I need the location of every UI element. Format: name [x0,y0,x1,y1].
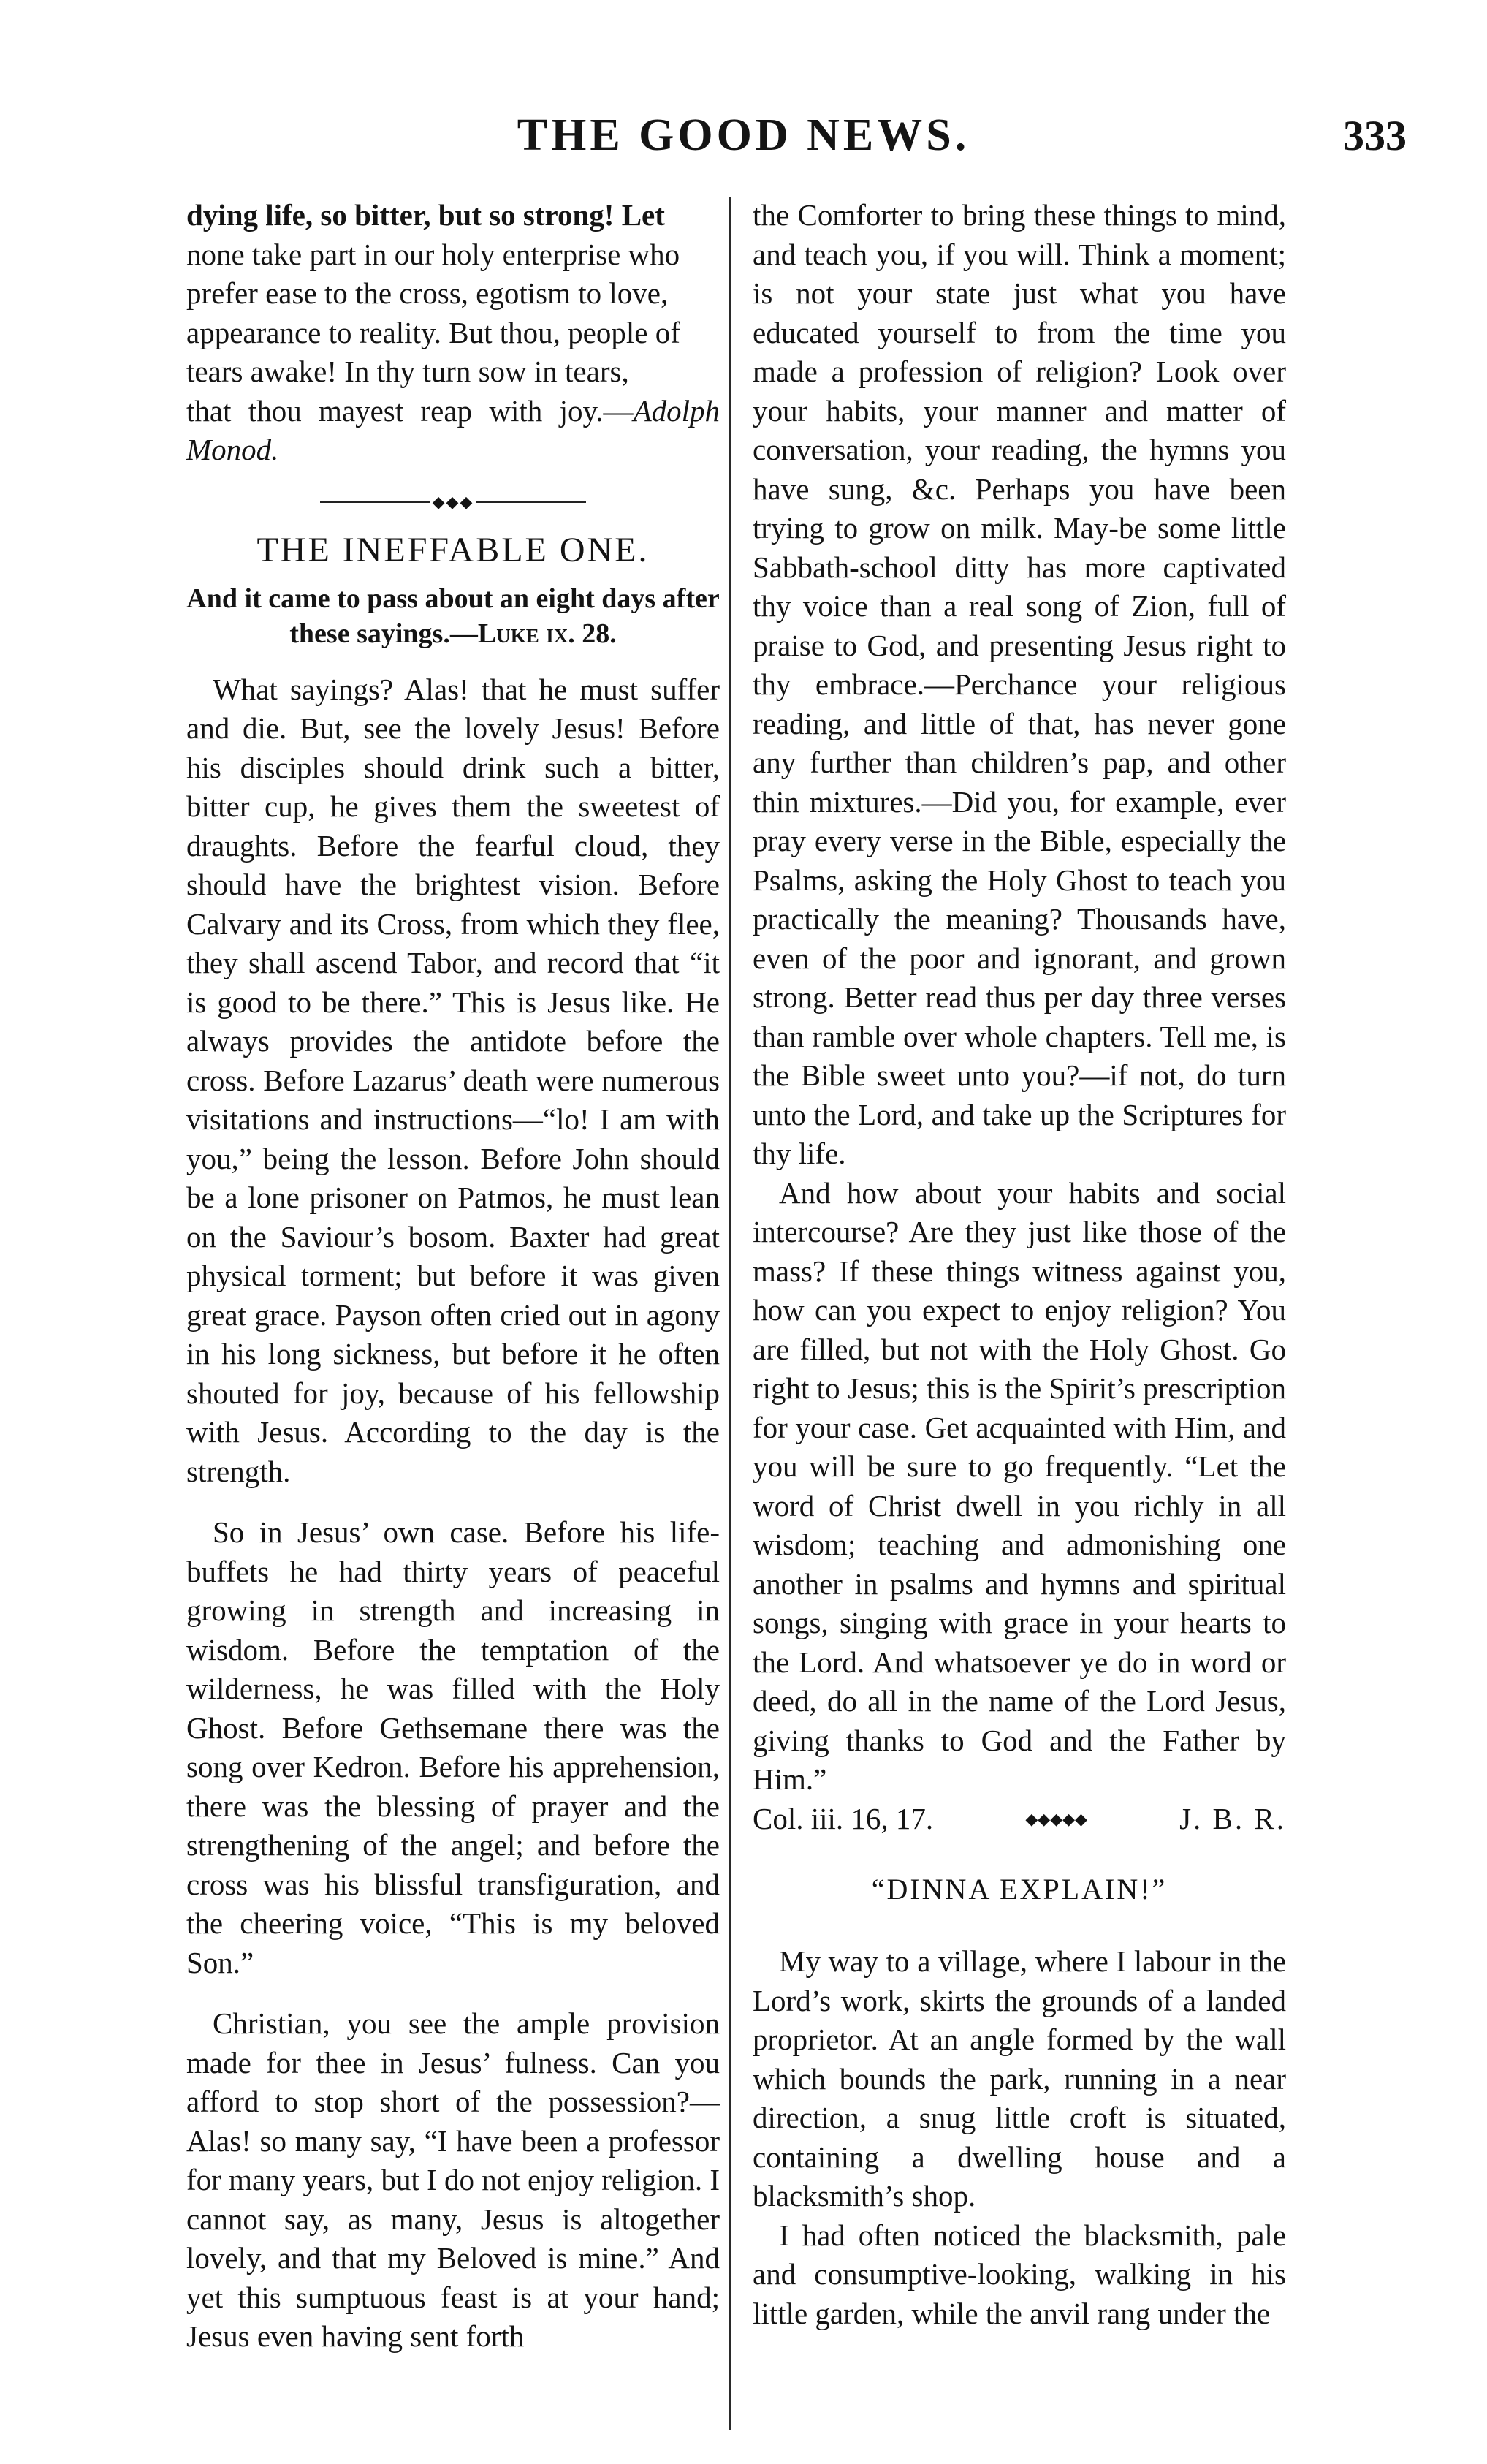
continuation-line-2: none take part in our holy enterprise who [186,237,680,271]
continuation-line-6 [186,392,720,470]
epigraph-reference: Luke ix. 28. [477,618,617,649]
separator-diamonds: ◆◆◆ [432,492,474,511]
paragraph-gap [753,1920,1286,1942]
article-epigraph [186,581,720,651]
article-paragraph: the Comforter to bring these things to mind, and teach you, if you will. Think a moment; is not your state just what you have educated yourself to from the time you made a profession of religion? Look over your habits, your manner and matter of conversation, your reading, the hymns you have sung, &c. Perhaps you have been trying to grow on milk. May-be some little Sabbath-school ditty has more captivated thy voice than a real song of Zion, full of praise to God, and presenting Jesus right to thy embrace.—Perchance your religious reading, and little of that, has never gone any further than children’s pap, and other thin mixtures.—Did you, for example, ever pray every verse in the Bible, especially the Psalms, asking the Holy Ghost to teach you practically the meaning? Thousands have, even of the poor and ignorant, and grown strong. Better read thus per day three verses than ramble over whole chapters. Tell me, is the Bible sweet unto you?—if not, do turn unto the Lord, and take up the Scriptures for thy life. [753,198,1286,1170]
citation-line [753,1800,1286,1839]
article-paragraph: My way to a village, where I labour in the Lord’s work, skirts the grounds of a landed proprietor. At an angle formed by the wall which bounds the park, running in a near direction, a snug little croft is situated, containing a dwelling house and a blacksmith’s shop. [753,1944,1286,2213]
continuation-line-5: tears awake! In thy turn sow in tears, [186,355,629,388]
article-paragraph: What sayings? Alas! that he must suffer and die. But, see the lovely Jesus! Before his disciples should drink such a bitter, bitter cup, he gives them the sweetest of draughts. Before the fearful cloud, they should have the brightest vision. Before Calvary and its Cross, from which they flee, they shall ascend Tabor, and record that “it is good to be there.” This is Jesus like. He always provides the antidote before the cross. Before Lazarus’ death were numerous visitations and instructions—“lo! I am with you,” being the lesson. Before John should be a lone prisoner on Patmos, he must lean on the Saviour’s bosom. Baxter had great physical torment; but before it was given great grace. Payson often cried out in agony in his long sickness, but before it he often shouted for joy, because of his fellowship with Jesus. According to the day is the strength. [186,672,720,1488]
separator-rule [476,501,586,503]
column-divider [729,197,731,2430]
signature: J. B. R. [1179,1801,1286,1835]
continuation-line-1: dying life, so bitter, but so strong! Let [186,198,665,232]
running-title: THE GOOD NEWS. [517,110,970,160]
continuation-last-text: that thou mayest reap with joy.— [186,393,634,428]
article-paragraph: And how about your habits and social intercourse? Are they just like those of the mass? If these things witness against you, how can you expect to enjoy religion? You are filled, but not with the Holy Ghost. Go right to Jesus; this is the Spirit’s prescription for your case. Get acquainted with Him, and you will be sure to go frequently. “Let the word of Christ dwell in you richly in all wisdom; teaching and admonishing one another in psalms and hymns and spiritual songs, singing with grace in your hearts to the Lord. And whatsoever ye do in word or deed, do all in the name of the Lord Jesus, giving thanks to God and the Father by Him.” [753,1175,1287,1796]
paragraph-gap [186,1982,720,2004]
article-title: THE INEFFABLE ONE. [256,530,650,569]
continuation-line-4: appearance to reality. But thou, people of [186,315,680,349]
paragraph-gap [186,1491,720,1513]
page-header [0,110,1487,168]
epigraph-text: And it came to pass about an eight days after these sayings.— [186,583,720,649]
page-number: 333 [1343,112,1407,159]
continuation-author: Adolph Monod. [186,393,720,466]
article-paragraph: So in Jesus’ own case. Before his life-buffets he had thirty years of peaceful growing in strength and increasing in wisdom. Before the temptation of the wilderness, he was filled with the Holy Ghost. Before Gethsemane there was the song over Kedron. Before his apprehension, there was the blessing of prayer and the strengthening of the angel; and before the cross was his blissful transfiguration, and the cheering voice, “This is my beloved Son.” [186,1515,720,1979]
article-paragraph: Christian, you see the ample provision made for thee in Jesus’ fulness. Can you afford to stop short of the possession?—Alas! so many say, “I have been a professor for many years, but I do not enjoy religion. I cannot say, as many, Jesus is altogether lovely, and that my Beloved is mine.” And yet this sumptuous feast is at your hand; Jesus even having sent forth [186,2006,720,2353]
separator-ornament [186,483,720,521]
citation: Col. iii. 16, 17. [753,1801,934,1835]
separator-diamonds: ◆◆◆◆◆ [1025,1809,1087,1828]
article-title: “DINNA EXPLAIN!” [871,1873,1168,1906]
separator-rule [320,501,430,503]
right-column [753,196,1286,2333]
continuation-line-3: prefer ease to the cross, egotism to love, [186,276,669,310]
left-column [186,196,720,2357]
article-paragraph: I had often noticed the blacksmith, pale and consumptive-looking, walking in his little garden, while the anvil rang under the [753,2218,1286,2330]
